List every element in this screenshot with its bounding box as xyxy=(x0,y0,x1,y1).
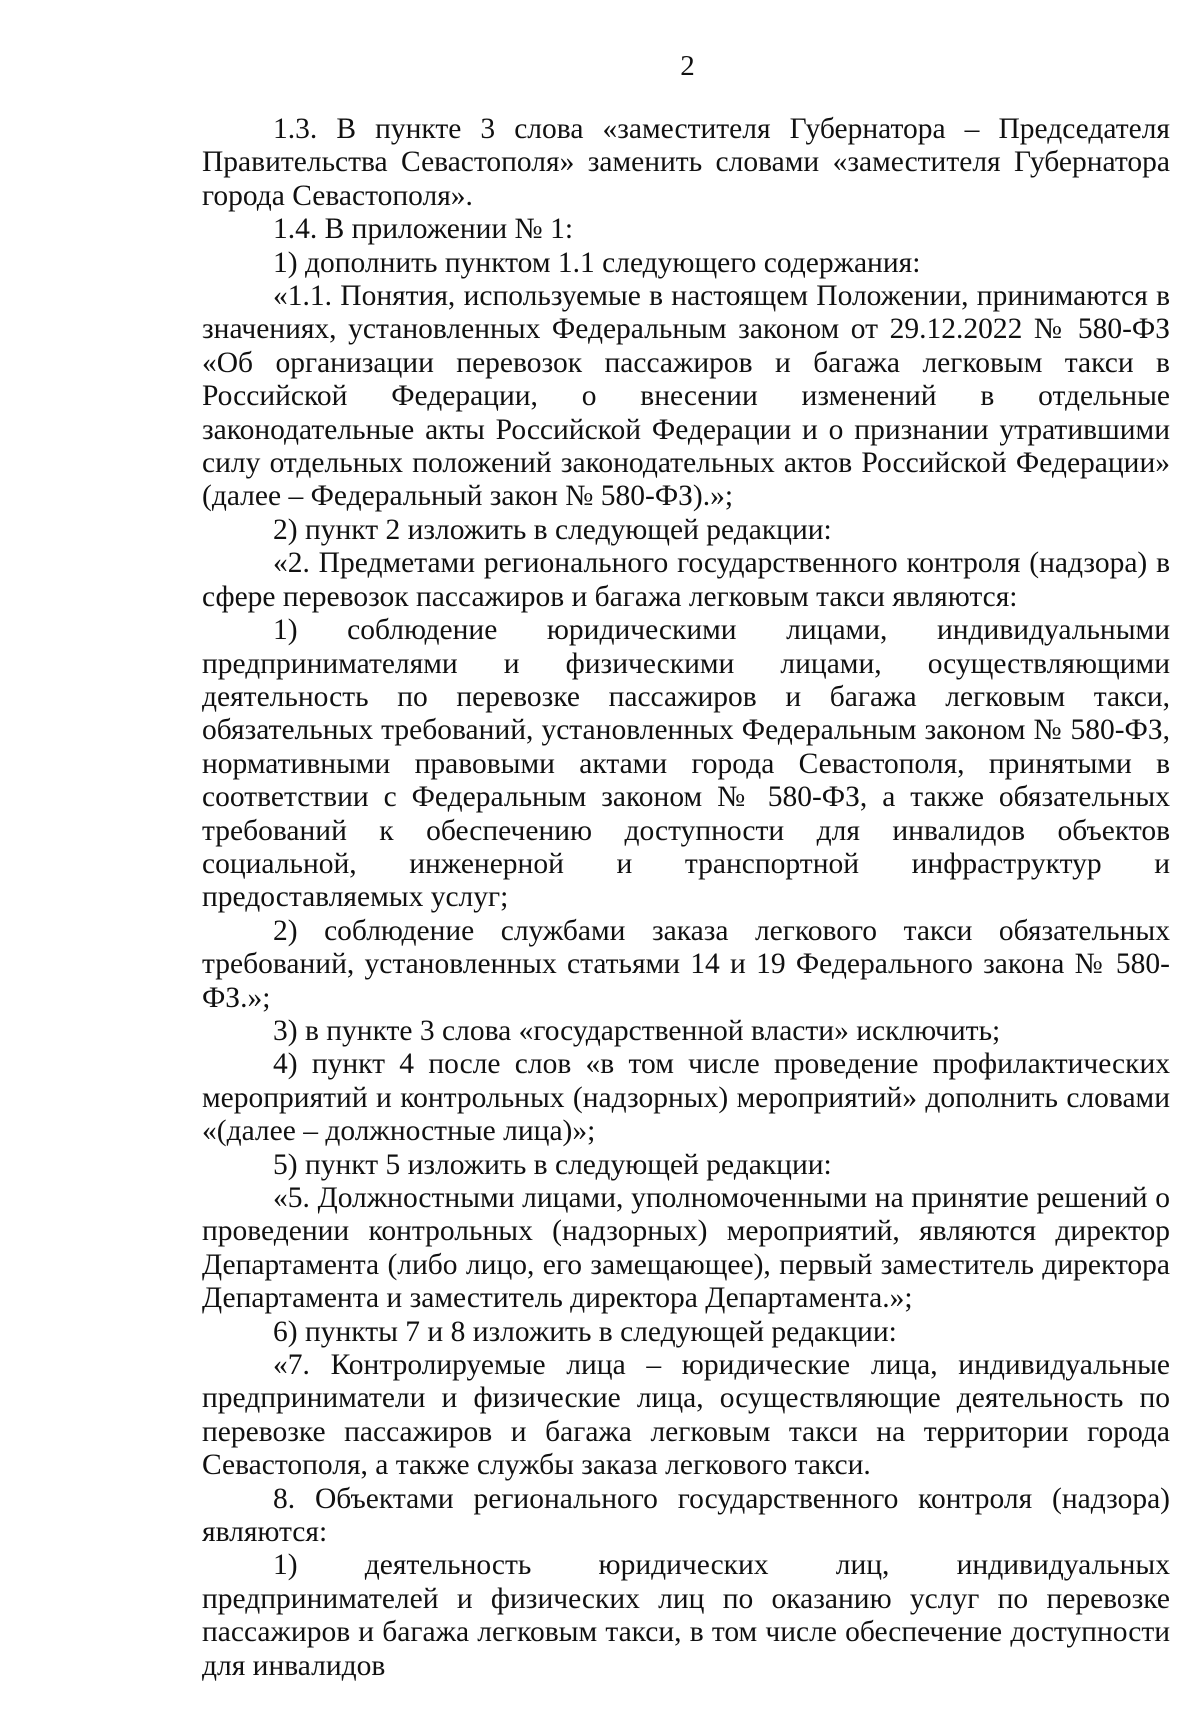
paragraph-1-3: 1.3. В пункте 3 слова «заместителя Губернатора – Председателя Правительства Севастополя» заменить словами «заместителя Губернатора города Севастополя». xyxy=(202,113,1170,212)
paragraph-subitem-2: 2) соблюдение службами заказа легкового такси обязательных требований, установленных статьями 14 и 19 Федерального закона № 580-ФЗ.»; xyxy=(202,914,1170,1014)
paragraph-item-5: 5) пункт 5 изложить в следующей редакции: xyxy=(273,1148,832,1181)
paragraph-item-3: 3) в пункте 3 слова «государственной власти» исключить; xyxy=(273,1014,1001,1047)
paragraph-quote-7: «7. Контролируемые лица – юридические лица, индивидуальные предприниматели и физические лица, осуществляющие деятельность по перевозке пассажиров и багажа легковым такси на территории города Севастополя, а также службы заказа легкового такси. xyxy=(202,1349,1170,1482)
paragraph-item-6: 6) пункты 7 и 8 изложить в следующей редакции: xyxy=(273,1315,897,1348)
paragraph-quote-1-1: «1.1. Понятия, используемые в настоящем Положении, принимаются в значениях, установленных Федеральным законом от 29.12.2022 № 580-ФЗ «Об организации перевозок пассажиров и багажа легковым такси в Российской Федерации, о внесении изменений в отдельные законодательные акты Российской Федерации и о признании утратившими силу отдельных положений законодательных актов Российской Федерации» (далее – Федеральный закон № 580-ФЗ).»; xyxy=(202,280,1170,513)
document-body xyxy=(202,113,1170,1683)
paragraph-quote-5: «5. Должностными лицами, уполномоченными на принятие решений о проведении контрольных (надзорных) мероприятий, являются директор Департамента (либо лицо, его замещающее), первый заместитель директора Департамента и заместитель директора Департамента.»; xyxy=(202,1182,1170,1315)
paragraph-item-4: 4) пункт 4 после слов «в том числе проведение профилактических мероприятий и контрольных (надзорных) мероприятий» дополнить словами «(далее – должностные лица)»; xyxy=(202,1048,1170,1148)
paragraph-subitem-1: 1) соблюдение юридическими лицами, индивидуальными предпринимателями и физическими лицами, осуществляющими деятельность по перевозке пассажиров и багажа легковым такси, обязательных требований, установленных Федеральным законом № 580-ФЗ, нормативными правовыми актами города Севастополя, принятыми в соответствии с Федеральным законом № 580-ФЗ, а также обязательных требований к обеспечению доступности для инвалидов объектов социальной, инженерной и транспортной инфраструктур и предоставляемых услуг; xyxy=(202,614,1170,914)
page-number: 2 xyxy=(680,50,695,82)
paragraph-1-4: 1.4. В приложении № 1: xyxy=(273,213,574,246)
paragraph-8-item-1: 1) деятельность юридических лиц, индивидуальных предпринимателей и физических лиц по оказанию услуг по перевозке пассажиров и багажа легковым такси, в том числе обеспечение доступности для инвалидов xyxy=(202,1549,1170,1682)
paragraph-item-1: 1) дополнить пунктом 1.1 следующего содержания: xyxy=(273,246,921,279)
paragraph-8: 8. Объектами регионального государственного контроля (надзора) являются: xyxy=(202,1482,1170,1549)
paragraph-item-2: 2) пункт 2 изложить в следующей редакции: xyxy=(273,513,832,546)
paragraph-quote-2: «2. Предметами регионального государственного контроля (надзора) в сфере перевозок пассажиров и багажа легковым такси являются: xyxy=(202,547,1170,613)
